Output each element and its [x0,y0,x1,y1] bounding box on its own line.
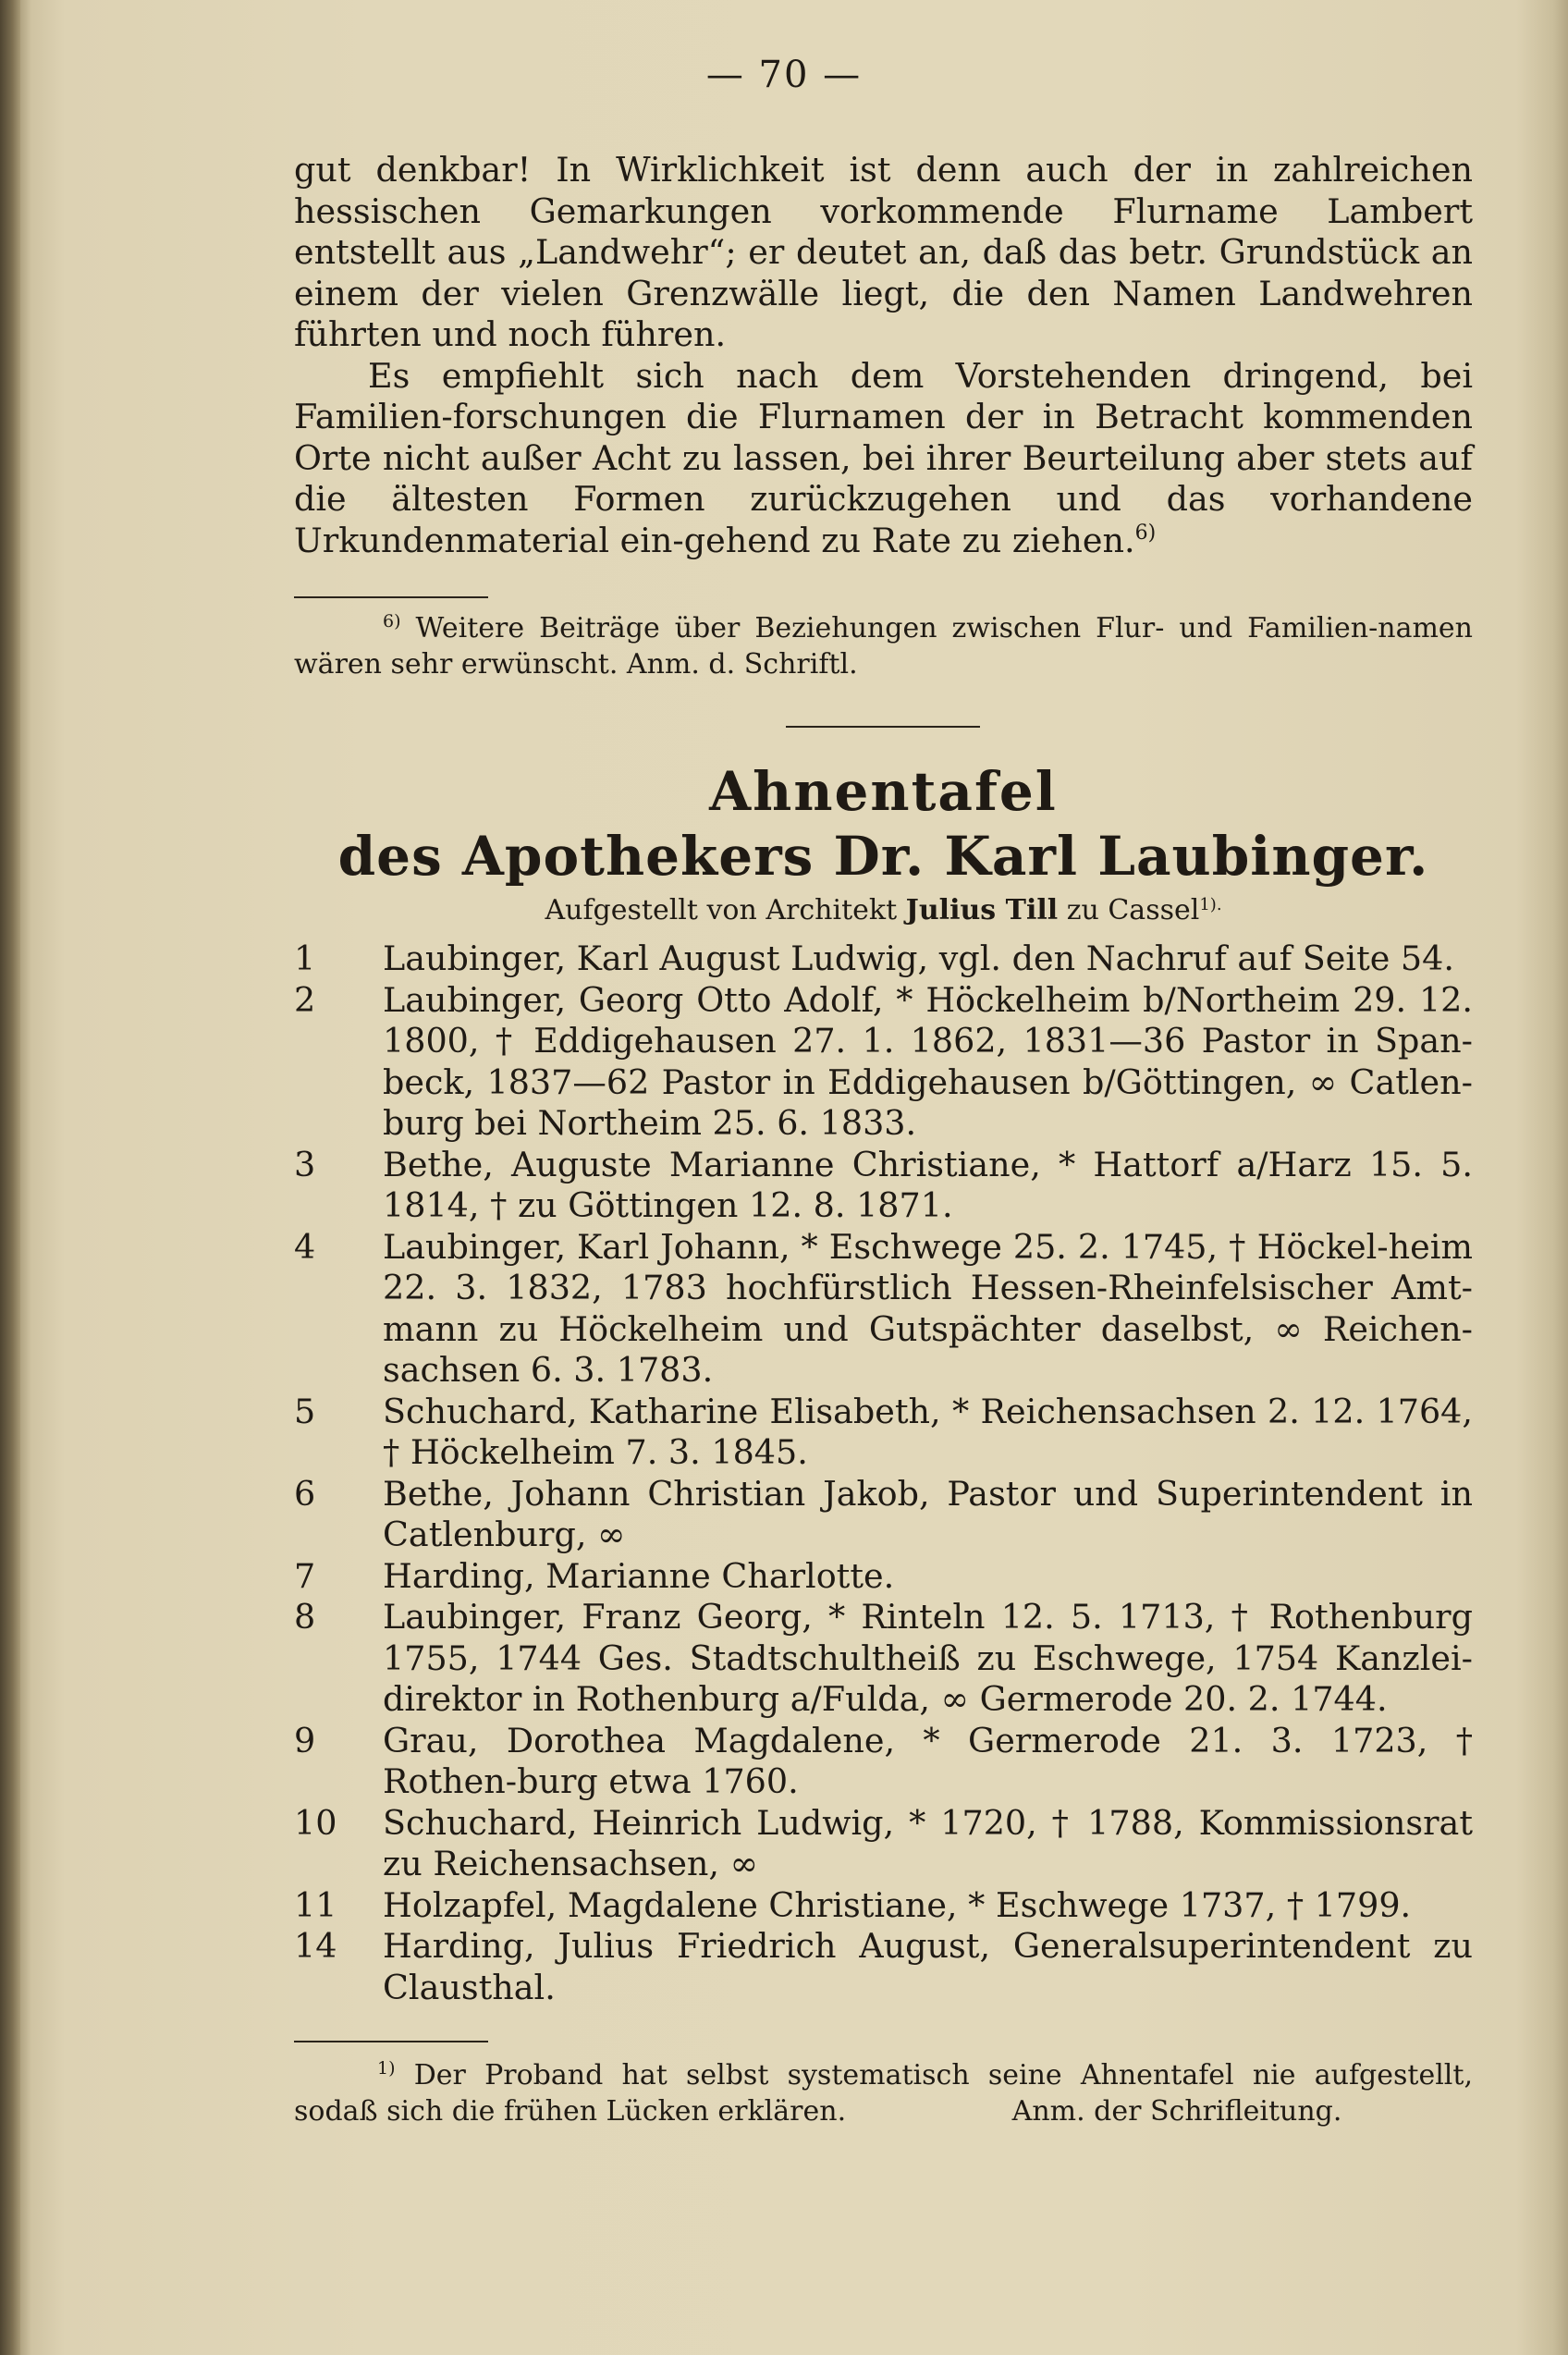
entry-number: 5 [294,1391,316,1431]
entry-text: Schuchard, Katharine Elisabeth, * Reichensachsen 2. 12. 1764, † Höckelheim 7. 3. 1845. [383,1391,1473,1472]
entry-text: Laubinger, Georg Otto Adolf, * Höckelheim b/Northeim 29. 12. 1800, † Eddigehausen 27. 1. 1862, 1831—36 Pastor in Span-beck, 1837—62 Pastor in Eddigehausen b/Göttingen, ∞ Catlen-burg bei Northeim 25. 6. 1833. [383,979,1473,1143]
byline-suffix: zu Cassel [1066,894,1200,926]
footnote-1-mark: 1) [377,2058,396,2079]
entry-number: 11 [294,1884,337,1925]
entry-text: Bethe, Auguste Marianne Christiane, * Hattorf a/Harz 15. 5. 1814, † zu Göttingen 12. 8. 1871. [383,1144,1473,1225]
list-item [294,1721,1473,1803]
page-number: — 70 — [705,54,863,96]
list-item [294,1145,1473,1227]
article-title-subline: des Apothekers Dr. Karl Laubinger. [337,825,1429,888]
entry-number: 10 [294,1802,337,1843]
footnote-6-reference: 6) [1134,521,1157,545]
intro-paragraph-2-text: Es empfiehlt sich nach dem Vorstehenden dringend, bei Familien-forschungen die Flurnamen der in Betracht kommenden Orte nicht außer Acht zu lassen, bei ihrer Beurteilung aber stets auf die ältesten Formen zurückzugehen und das vorhandene Urkundenmaterial ein-gehend zu Rate zu ziehen. [294,355,1473,560]
list-item [294,1926,1473,2008]
article-byline [294,894,1473,926]
entry-text: Laubinger, Karl August Ludwig, vgl. den Nachruf auf Seite 54. [383,938,1454,978]
entry-number: 4 [294,1226,316,1267]
list-item [294,1556,1473,1598]
list-item [294,1885,1473,1927]
entry-number: 8 [294,1597,316,1637]
list-item [294,1597,1473,1721]
footnote-6-mark: 6) [383,611,401,632]
list-item [294,938,1473,980]
entry-number: 9 [294,1720,316,1760]
entry-text: Laubinger, Franz Georg, * Rinteln 12. 5. 1713, † Rothenburg 1755, 1744 Ges. Stadtschultheiß zu Eschwege, 1754 Kanzlei-direktor in Rothenburg a/Fulda, ∞ Germerode 20. 2. 1744. [383,1597,1473,1719]
intro-text [294,150,1473,561]
footnote-1-divider [294,2041,488,2042]
entry-text: Grau, Dorothea Magdalene, * Germerode 21. 3. 1723, † Rothen-burg etwa 1760. [383,1720,1473,1801]
list-item [294,1803,1473,1885]
page-binding-edge [0,0,20,2355]
footnote-6-divider [294,596,488,598]
entry-number: 7 [294,1555,316,1596]
entry-text: Holzapfel, Magdalene Christiane, * Eschwege 1737, † 1799. [383,1884,1412,1925]
section-divider [786,726,980,728]
footnote-1 [294,2057,1473,2129]
list-item [294,980,1473,1145]
ancestor-list [294,938,1473,2008]
byline-author: Julius Till [905,894,1059,926]
footnote-1-signature: Anm. der Schrifleitung. [1011,2095,1342,2128]
entry-number: 2 [294,979,316,1020]
entry-number: 6 [294,1473,316,1514]
list-item [294,1392,1473,1474]
footnote-1-reference: 1). [1199,895,1222,914]
list-item [294,1227,1473,1392]
intro-paragraph-1: gut denkbar! In Wirklichkeit ist denn auch der in zahlreichen hessischen Gemarkungen vorkommende Flurname Lambert entstellt aus „Landwehr“; er deutet an, daß das betr. Grundstück an einem der vielen Grenzwälle liegt, die den Namen Landwehren führten und noch führen. [294,150,1473,354]
intro-paragraph-2 [294,356,1473,562]
byline-prefix: Aufgestellt von Architekt [545,894,898,926]
article-title: Ahnentafel [709,760,1058,823]
entry-text: Harding, Julius Friedrich August, Generalsuperintendent zu Clausthal. [383,1926,1473,2007]
footnote-6-text: Weitere Beiträge über Beziehungen zwischen Flur- und Familien-namen wären sehr erwünscht. Anm. d. Schriftl. [294,612,1473,681]
entry-text: Schuchard, Heinrich Ludwig, * 1720, † 1788, Kommissionsrat zu Reichensachsen, ∞ [383,1802,1473,1883]
list-item [294,1474,1473,1556]
entry-number: 1 [294,938,316,978]
entry-number: 3 [294,1144,316,1184]
entry-text: Bethe, Johann Christian Jakob, Pastor und Superintendent in Catlenburg, ∞ [383,1473,1473,1554]
entry-text: Harding, Marianne Charlotte. [383,1555,895,1596]
entry-number: 14 [294,1926,337,1966]
footnote-1-text: Der Proband hat selbst systematisch seine Ahnentafel nie aufgestellt, sodaß sich die frühen Lücken erklären. [294,2059,1473,2128]
entry-text: Laubinger, Karl Johann, * Eschwege 25. 2. 1745, † Höckel-heim 22. 3. 1832, 1783 hochfürstlich Hessen-Rheinfelsischer Amt-mann zu Höckelheim und Gutspächter daselbst, ∞ Reichen-sachsen 6. 3. 1783. [383,1226,1473,1390]
footnote-6 [294,610,1473,682]
